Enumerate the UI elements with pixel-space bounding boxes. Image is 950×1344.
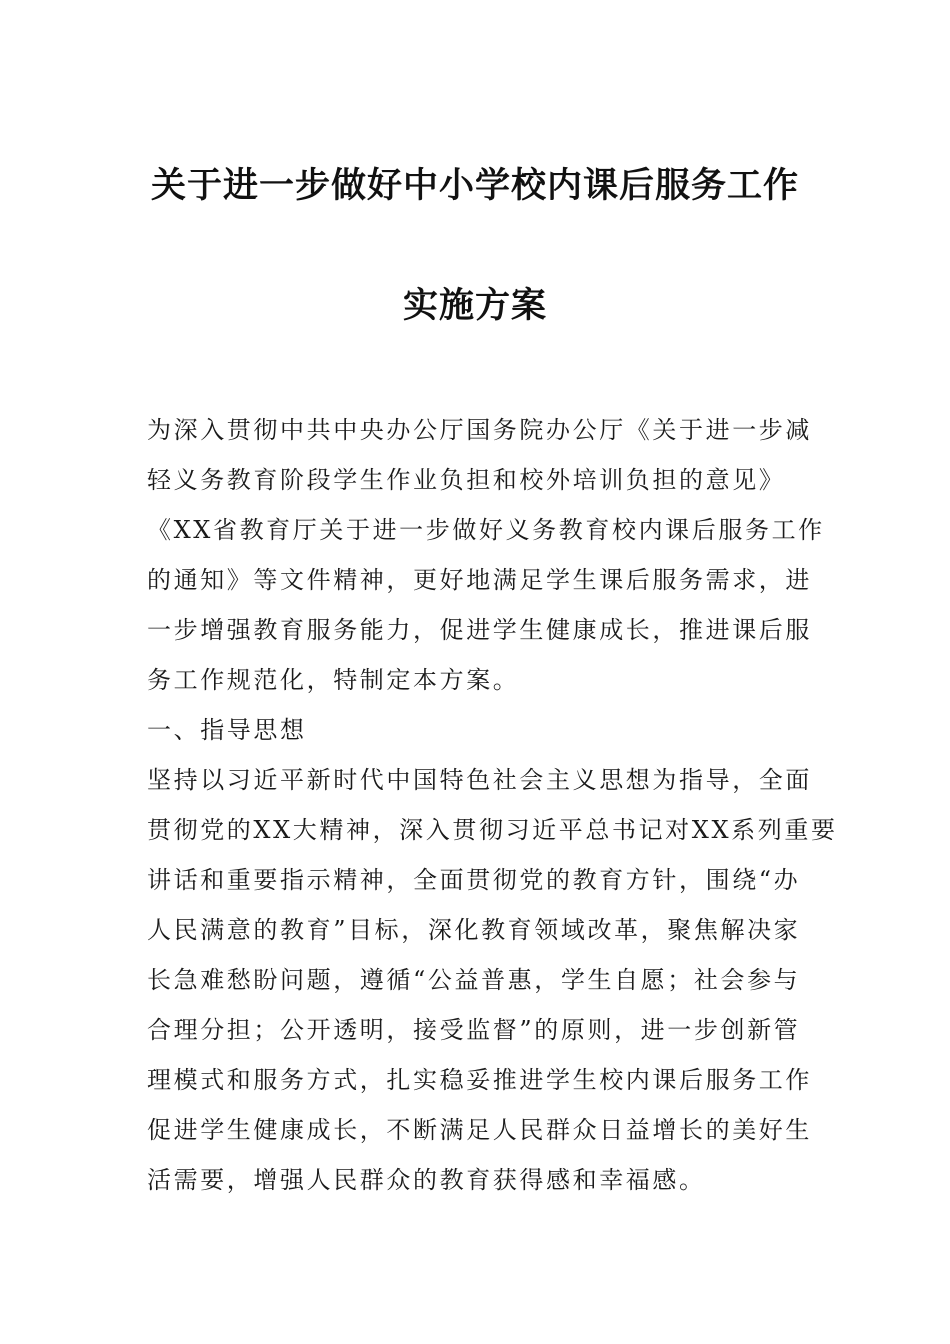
- section-line: 贯彻党的XX大精神，深入贯彻习近平总书记对XX系列重要: [147, 816, 838, 844]
- intro-line: 为深入贯彻中共中央办公厅国务院办公厅《关于进一步减: [147, 416, 812, 444]
- section-line: 活需要，增强人民群众的教育获得感和幸福感。: [147, 1166, 706, 1194]
- intro-line: 的通知》等文件精神，更好地满足学生课后服务需求，进: [147, 566, 812, 594]
- section-heading: 一、指导思想: [147, 716, 307, 744]
- section-line: 理模式和服务方式，扎实稳妥推进学生校内课后服务工作: [147, 1066, 812, 1094]
- section-line: 长急难愁盼问题，遵循“公益普惠，学生自愿；社会参与: [147, 966, 801, 994]
- intro-line: 轻义务教育阶段学生作业负担和校外培训负担的意见》: [147, 466, 786, 494]
- intro-line: 《XX省教育厅关于进一步做好义务教育校内课后服务工作: [147, 516, 825, 544]
- section-line: 坚持以习近平新时代中国特色社会主义思想为指导，全面: [147, 766, 812, 794]
- section-line: 合理分担；公开透明，接受监督”的原则，进一步创新管: [147, 1016, 801, 1044]
- intro-line: 务工作规范化，特制定本方案。: [147, 666, 520, 694]
- section-line: 促进学生健康成长，不断满足人民群众日益增长的美好生: [147, 1116, 812, 1144]
- section-line: 讲话和重要指示精神，全面贯彻党的教育方针，围绕“办: [147, 866, 801, 894]
- document-title-line-2: 实施方案: [402, 286, 547, 326]
- section-line: 人民满意的教育”目标，深化教育领域改革，聚焦解决家: [147, 916, 801, 944]
- document-body: [147, 405, 838, 1205]
- document-title-line-1: 关于进一步做好中小学校内课后服务工作: [150, 166, 799, 206]
- intro-line: 一步增强教育服务能力，促进学生健康成长，推进课后服: [147, 616, 812, 644]
